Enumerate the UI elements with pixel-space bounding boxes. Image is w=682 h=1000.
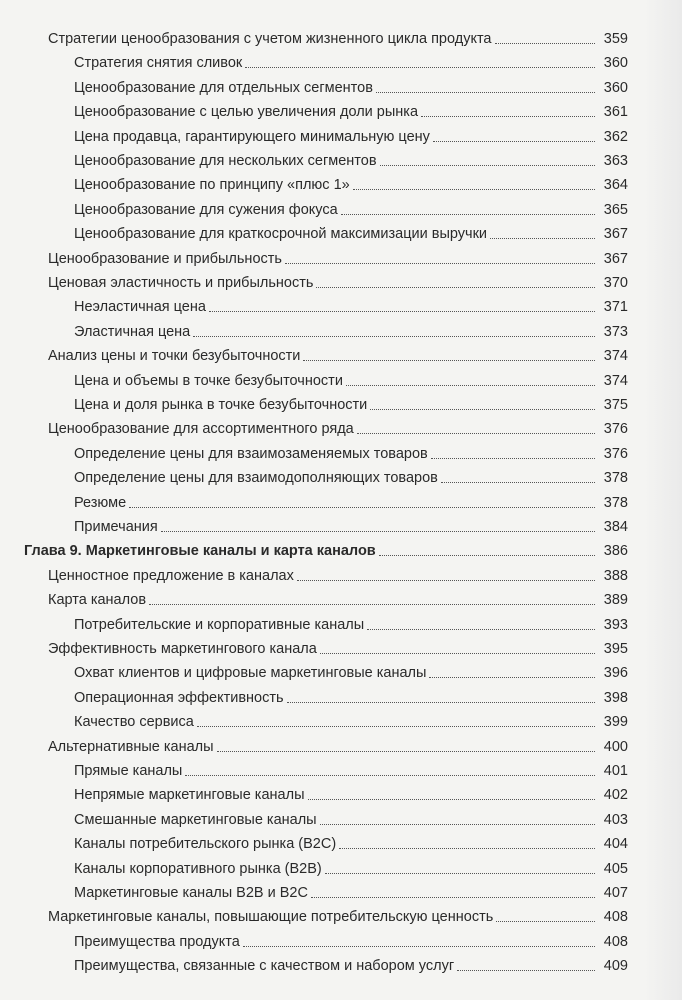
dot-leader <box>457 970 595 971</box>
toc-entry <box>74 388 628 414</box>
toc-entry-title: Стратегии ценообразования с учетом жизненного цикла продукта <box>48 31 492 47</box>
dot-leader <box>285 263 595 264</box>
dot-leader <box>379 555 595 556</box>
dot-leader <box>217 751 595 752</box>
toc-entry-title: Анализ цены и точки безубыточности <box>48 348 301 365</box>
toc-entry-page-number: 373 <box>603 323 628 340</box>
toc-entry-page-number: 407 <box>603 885 628 901</box>
toc-entry-page-number: 374 <box>603 348 628 365</box>
toc-entry-page-number: 402 <box>603 787 628 804</box>
toc-entry-title: Ценообразование для отдельных сегментов <box>74 79 373 96</box>
dot-leader <box>370 409 595 410</box>
dot-leader <box>320 824 595 825</box>
toc-entry <box>74 852 628 878</box>
toc-entry-page-number: 363 <box>603 153 628 169</box>
toc-entry <box>74 120 628 146</box>
toc-entry-title: Примечания <box>74 519 158 535</box>
toc-entry-page-number: 398 <box>603 689 628 706</box>
dot-leader <box>441 482 595 483</box>
dot-leader <box>193 336 595 337</box>
toc-entry-title: Определение цены для взаимодополняющих товаров <box>74 470 438 487</box>
toc-entry-page-number: 405 <box>603 860 628 877</box>
dot-leader <box>308 799 596 800</box>
toc-entry-page-number: 388 <box>603 567 628 584</box>
toc-entry-title: Резюме <box>74 494 127 511</box>
toc-entry <box>74 754 628 780</box>
dot-leader <box>429 677 595 678</box>
dot-leader <box>245 67 595 68</box>
toc-entry <box>48 339 628 365</box>
toc-entry <box>48 242 628 268</box>
toc-entry-title: Ценообразование для ассортиментного ряда <box>48 421 354 438</box>
toc-entry <box>74 461 628 487</box>
dot-leader <box>421 116 595 117</box>
toc-entry <box>74 803 628 829</box>
toc-entry-title: Прямые каналы <box>74 763 183 779</box>
toc-entry-page-number: 367 <box>603 250 628 267</box>
toc-entry-page-number: 359 <box>603 31 628 47</box>
toc-entry <box>74 656 628 682</box>
toc-entry-page-number: 393 <box>603 616 628 633</box>
toc-entry <box>48 559 628 585</box>
toc-entry <box>74 290 628 316</box>
toc-entry-page-number: 378 <box>603 494 628 511</box>
toc-entry-title: Ценообразование с целью увеличения доли рынка <box>74 104 419 121</box>
toc-entry-title: Охват клиентов и цифровые маркетинговые каналы <box>74 665 427 682</box>
toc-entry-page-number: 375 <box>603 397 628 413</box>
toc-entry <box>74 95 628 121</box>
toc-entry-title: Стратегия снятия сливок <box>74 55 243 72</box>
toc-entry <box>74 168 628 194</box>
dot-leader <box>376 92 595 93</box>
toc-entry-page-number: 374 <box>603 372 628 389</box>
dot-leader <box>353 189 595 190</box>
toc-entry-title: Глава 9. Маркетинговые каналы и карта каналов <box>24 543 376 560</box>
toc-entry-title: Маркетинговые каналы, повышающие потребительскую ценность <box>48 909 494 926</box>
dot-leader <box>303 360 595 361</box>
toc-entry <box>74 193 628 219</box>
toc-entry-title: Операционная эффективность <box>74 689 284 706</box>
toc-entry-page-number: 370 <box>603 275 628 291</box>
toc-entry-page-number: 401 <box>603 763 628 779</box>
toc-entry-title: Ценовая эластичность и прибыльность <box>48 275 314 291</box>
toc-entry <box>48 22 628 48</box>
toc-entry-title: Эластичная цена <box>74 323 191 340</box>
dot-leader <box>433 141 595 142</box>
toc-entry-page-number: 364 <box>603 177 628 194</box>
dot-leader <box>320 653 595 654</box>
dot-leader <box>161 531 595 532</box>
toc-entry-title: Альтернативные каналы <box>48 738 214 755</box>
toc-entry-page-number: 395 <box>603 641 628 657</box>
toc-entry-page-number: 371 <box>603 299 628 316</box>
toc-entry-page-number: 389 <box>603 592 628 609</box>
dot-leader <box>197 726 595 727</box>
dot-leader <box>339 848 595 849</box>
toc-entry-page-number: 384 <box>603 519 628 535</box>
toc-entry-page-number: 362 <box>603 128 628 145</box>
toc-entry-page-number: 408 <box>603 933 628 950</box>
dot-leader <box>357 433 595 434</box>
toc-entry <box>74 827 628 853</box>
toc-entry-page-number: 367 <box>603 226 628 243</box>
toc-entry <box>48 412 628 438</box>
toc-entry-title: Ценообразование для краткосрочной максимизации выручки <box>74 226 488 243</box>
toc-entry <box>48 266 628 292</box>
toc-entry-page-number: 360 <box>603 55 628 72</box>
toc-entry-title: Цена и объемы в точке безубыточности <box>74 372 343 389</box>
toc-entry-title: Неэластичная цена <box>74 299 206 316</box>
toc-entry-title: Ценностное предложение в каналах <box>48 567 294 584</box>
toc-entry-page-number: 365 <box>603 201 628 218</box>
dot-leader <box>346 385 595 386</box>
toc-entry-page-number: 376 <box>603 421 628 438</box>
toc-entry <box>74 71 628 97</box>
toc-entry <box>48 632 628 658</box>
toc-entry <box>74 364 628 390</box>
toc-entry-title: Цена и доля рынка в точке безубыточности <box>74 397 368 413</box>
toc-entry-title: Преимущества продукта <box>74 933 240 950</box>
dot-leader <box>243 946 595 947</box>
toc-entry-page-number: 400 <box>603 738 628 755</box>
toc-entry-page-number: 403 <box>603 811 628 828</box>
dot-leader <box>380 165 595 166</box>
toc-entry <box>48 900 628 926</box>
toc-entry <box>74 315 628 341</box>
toc-entry <box>48 730 628 756</box>
dot-leader <box>129 507 595 508</box>
dot-leader <box>490 238 595 239</box>
toc-entry-page-number: 404 <box>603 836 628 853</box>
toc-entry <box>74 681 628 707</box>
toc-entry <box>74 46 628 72</box>
toc-entry <box>74 217 628 243</box>
toc-entry-page-number: 409 <box>603 958 628 975</box>
dot-leader <box>431 458 595 459</box>
toc-entry-title: Маркетинговые каналы B2B и B2C <box>74 885 308 901</box>
toc-entry-title: Каналы корпоративного рынка (B2B) <box>74 860 322 877</box>
toc-entry-page-number: 399 <box>603 714 628 731</box>
toc-entry-page-number: 376 <box>603 445 628 462</box>
toc-entry <box>74 144 628 170</box>
dot-leader <box>209 311 595 312</box>
toc-entry-title: Смешанные маркетинговые каналы <box>74 811 317 828</box>
toc-entry-title: Эффективность маркетингового канала <box>48 641 317 657</box>
toc-entry <box>74 778 628 804</box>
chapter-entry <box>24 534 628 560</box>
toc-entry-title: Потребительские и корпоративные каналы <box>74 616 365 633</box>
toc-entry-title: Каналы потребительского рынка (B2C) <box>74 836 337 853</box>
toc-entry-title: Цена продавца, гарантирующего минимальную цену <box>74 128 430 145</box>
dot-leader <box>297 580 595 581</box>
dot-leader <box>287 702 595 703</box>
toc-entry-title: Качество сервиса <box>74 714 194 731</box>
toc-entry-page-number: 386 <box>603 543 628 560</box>
toc-entry <box>74 925 628 951</box>
dot-leader <box>341 214 595 215</box>
dot-leader <box>496 921 595 922</box>
toc-entry <box>74 876 628 902</box>
toc-entry <box>74 510 628 536</box>
dot-leader <box>149 604 595 605</box>
toc-entry <box>74 608 628 634</box>
toc-entry-title: Ценообразование для нескольких сегментов <box>74 153 377 169</box>
toc-entry <box>74 437 628 463</box>
toc-entry-title: Ценообразование для сужения фокуса <box>74 201 338 218</box>
toc-entry-page-number: 408 <box>603 909 628 926</box>
dot-leader <box>311 897 595 898</box>
dot-leader <box>367 629 595 630</box>
dot-leader <box>185 775 595 776</box>
dot-leader <box>316 287 595 288</box>
toc-entry <box>74 705 628 731</box>
toc-entry-page-number: 396 <box>603 665 628 682</box>
toc-entry-title: Карта каналов <box>48 592 147 609</box>
toc-entry-title: Преимущества, связанные с качеством и набором услуг <box>74 958 455 975</box>
toc-entry-title: Ценообразование по принципу «плюс 1» <box>74 177 350 194</box>
toc-entry-title: Ценообразование и прибыльность <box>48 250 282 267</box>
toc-entry <box>74 486 628 512</box>
toc-entry <box>74 949 628 975</box>
dot-leader <box>495 43 596 44</box>
page-edge-shadow <box>644 0 682 1000</box>
toc-entry-page-number: 360 <box>603 79 628 96</box>
toc-entry-title: Непрямые маркетинговые каналы <box>74 787 305 804</box>
toc-entry-title: Определение цены для взаимозаменяемых товаров <box>74 445 428 462</box>
toc-entry <box>48 583 628 609</box>
toc-entry-page-number: 361 <box>603 104 628 121</box>
dot-leader <box>325 873 595 874</box>
toc-entry-page-number: 378 <box>603 470 628 487</box>
